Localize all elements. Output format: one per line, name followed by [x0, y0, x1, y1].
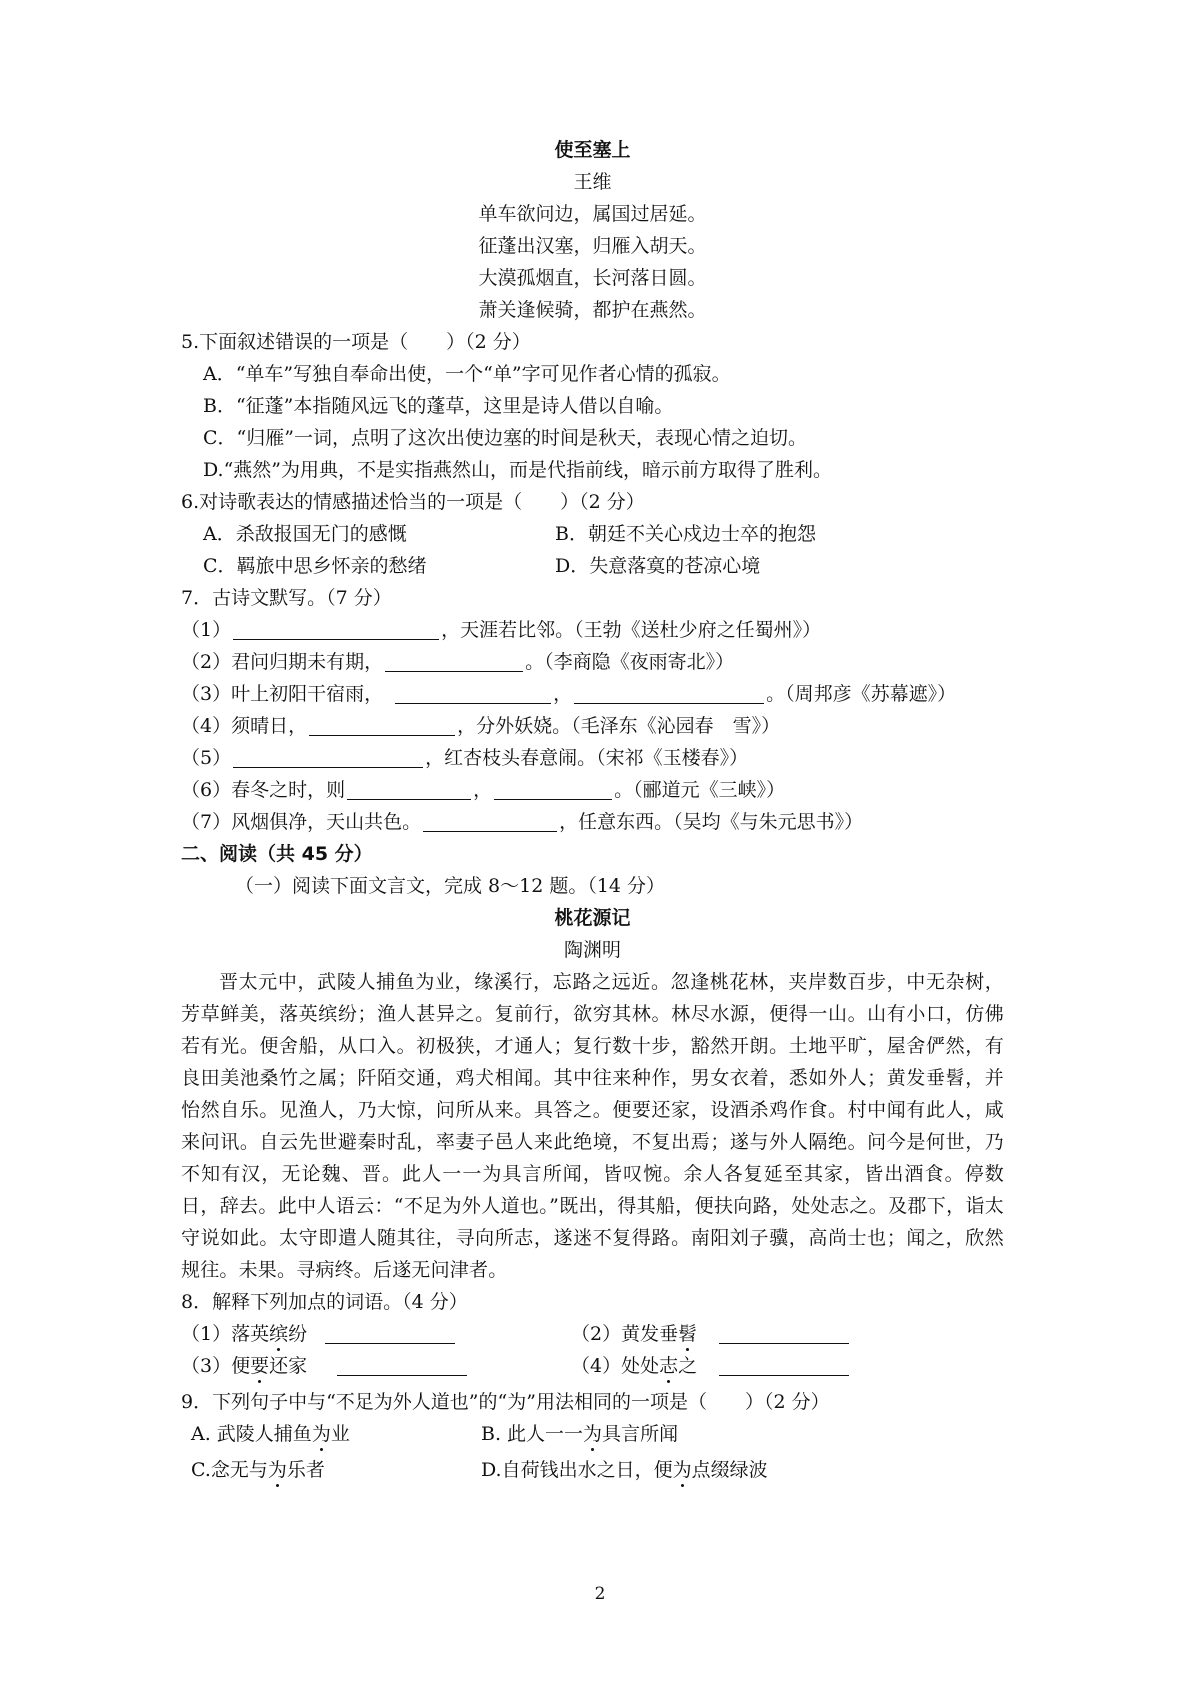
q9-options-row — [181, 1454, 1004, 1486]
q8-3-blank[interactable] — [337, 1353, 467, 1376]
dotted-char: 志 — [659, 1355, 679, 1377]
q5-option-a[interactable]: A．“单车”写独自奉命出使，一个“单”字可见作者心情的孤寂。 — [203, 363, 731, 385]
q8-4-blank[interactable] — [719, 1353, 849, 1376]
poem-line: 征蓬出汉塞，归雁入胡天。 — [478, 235, 707, 257]
q8-item-3: （3）便要还家 — [181, 1350, 571, 1382]
q7-3-blank-1[interactable] — [395, 681, 551, 704]
prose-text: 晋太元中，武陵人捕鱼为业，缘溪行，忘路之远近。忽逢桃花林，夹岸数百步，中无杂树，芳草鲜美，落英缤纷；渔人甚异之。复前行，欲穷其林。林尽水源，便得一山。山有小口，仿佛若有光。便舍船，从口入。初极狭，才通人；复行数十步，豁然开朗。土地平旷，屋舍俨然，有良田美池桑竹之属；阡陌交通，鸡犬相闻。其中往来种作，男女衣着，悉如外人；黄发垂髫，并怡然自乐。见渔人，乃大惊，问所从来。具答之。便要还家，设酒杀鸡作食。村中闻有此人，咸来问讯。自云先世避秦时乱，率妻子邑人来此绝境，不复出焉；遂与外人隔绝。问今是何世，乃不知有汉，无论魏、晋。此人一一为具言所闻，皆叹惋。余人各复延至其家，皆出酒食。停数日，辞去。此中人语云：“不足为外人道也。”既出，得其船，便扶向路，处处志之。及郡下，诣太守说如此。太守即遣人随其往，寻向所志，遂迷不复得路。南阳刘子骥，高尚士也；闻之，欣然规往。未果。寻病终。后遂无问津者。 — [181, 971, 1004, 1281]
q7-4-suffix: ，分外妖娆。（毛泽东《沁园春 雪》） — [457, 715, 781, 737]
q6-option-a[interactable]: A．杀敌报国无门的感慨 — [203, 523, 407, 545]
poem-title: 使至塞上 — [554, 139, 631, 161]
q7-7-blank[interactable] — [423, 809, 557, 832]
q7-6-prefix: （6）春冬之时，则 — [181, 779, 346, 801]
q7-1-prefix: （1） — [181, 619, 232, 641]
q7-1-blank[interactable] — [233, 617, 439, 640]
section-2-subheading: （一）阅读下面文言文，完成 8～12 题。（14 分） — [235, 875, 666, 897]
poem-line: 大漠孤烟直，长河落日圆。 — [478, 267, 707, 289]
q7-7-suffix: ，任意东西。（吴均《与朱元思书》） — [559, 811, 864, 833]
poem-line: 萧关逢候骑，都护在燕然。 — [478, 299, 707, 321]
q7-3-blank-2[interactable] — [574, 681, 764, 704]
q7-3-suffix: 。（周邦彦《苏幕遮》） — [766, 683, 957, 705]
q7-item-6 — [181, 774, 1004, 806]
q7-6-suffix: 。（郦道元《三峡》） — [614, 779, 786, 801]
q7-4-blank[interactable] — [309, 713, 455, 736]
q6-option-b[interactable]: B．朝廷不关心戍边士卒的抱怨 — [555, 523, 816, 545]
q9-options-row — [181, 1418, 1004, 1450]
prose-author: 陶渊明 — [563, 939, 621, 961]
q7-item-7 — [181, 806, 1004, 838]
q7-1-suffix: ，天涯若比邻。（王勃《送杜少府之任蜀州》） — [441, 619, 822, 641]
question-9-stem: 9．下列句子中与“不足为外人道也”的“为”用法相同的一项是（ ）（2 分） — [181, 1391, 830, 1413]
q7-7-prefix: （7）风烟俱净，天山共色。 — [181, 811, 422, 833]
page-number: 2 — [594, 1584, 606, 1604]
q8-row — [181, 1318, 1004, 1350]
dotted-char: 髫 — [678, 1323, 698, 1345]
q6-options-row — [181, 518, 1004, 550]
question-8-stem: 8．解释下列加点的词语。（4 分） — [181, 1291, 468, 1313]
q6-option-c[interactable]: C．羁旅中思乡怀亲的愁绪 — [203, 555, 427, 577]
q7-item-4 — [181, 710, 1004, 742]
dotted-char: 为 — [672, 1459, 692, 1481]
q5-option-b[interactable]: B．“征蓬”本指随风远飞的蓬草，这里是诗人借以自喻。 — [203, 395, 674, 417]
q7-6-blank-2[interactable] — [494, 777, 612, 800]
q7-6-comma: ， — [473, 779, 493, 801]
dotted-char: 为 — [583, 1423, 603, 1445]
q5-option-d[interactable]: D.“燕然”为用典，不是实指燕然山，而是代指前线，暗示前方取得了胜利。 — [203, 459, 833, 481]
q5-option-c[interactable]: C．“归雁”一词，点明了这次出使边塞的时间是秋天，表现心情之迫切。 — [203, 427, 807, 449]
q8-1-blank[interactable] — [325, 1321, 455, 1344]
q8-item-1: （1）落英缤纷 — [181, 1318, 571, 1350]
q9-option-d[interactable]: D.自荷钱出水之日，便为点缀绿波 — [481, 1459, 768, 1481]
q7-2-suffix: 。（李商隐《夜雨寄北》） — [525, 651, 735, 673]
dotted-char: 要 — [250, 1355, 270, 1377]
q8-row — [181, 1350, 1004, 1382]
section-2-heading: 二、阅读（共 45 分） — [181, 843, 373, 865]
q7-6-blank-1[interactable] — [347, 777, 471, 800]
q8-2-blank[interactable] — [719, 1321, 849, 1344]
q8-item-2: （2）黄发垂髫 — [571, 1318, 851, 1350]
question-5-stem: 5.下面叙述错误的一项是（ ）（2 分） — [181, 331, 531, 353]
q7-item-1 — [181, 614, 1004, 646]
q7-3-comma: ， — [553, 683, 573, 705]
q9-option-b[interactable]: B. 此人一一为具言所闻 — [481, 1423, 679, 1445]
q7-4-prefix: （4）须晴日， — [181, 715, 308, 737]
q8-item-4: （4）处处志之 — [571, 1350, 851, 1382]
dotted-char: 缤 — [269, 1323, 289, 1345]
poem-author: 王维 — [573, 171, 612, 193]
q6-option-d[interactable]: D．失意落寞的苍凉心境 — [555, 555, 761, 577]
q7-5-prefix: （5） — [181, 747, 232, 769]
q7-item-3 — [181, 678, 1004, 710]
q7-2-blank[interactable] — [385, 649, 523, 672]
prose-title: 桃花源记 — [554, 907, 631, 929]
question-6-stem: 6.对诗歌表达的情感描述恰当的一项是（ ）（2 分） — [181, 491, 645, 513]
poem-line: 单车欲问边，属国过居延。 — [478, 203, 707, 225]
q7-item-2 — [181, 646, 1004, 678]
q7-2-prefix: （2）君问归期未有期， — [181, 651, 384, 673]
dotted-char: 为 — [267, 1459, 287, 1481]
q6-options-row — [181, 550, 1004, 582]
q7-5-suffix: ，红杏枝头春意闹。（宋祁《玉楼春》） — [425, 747, 749, 769]
q9-option-a[interactable]: A. 武陵人捕鱼为业 — [191, 1423, 350, 1445]
q9-option-c[interactable]: C.念无与为乐者 — [191, 1459, 325, 1481]
q7-5-blank[interactable] — [233, 745, 423, 768]
question-7-stem: 7．古诗文默写。（7 分） — [181, 587, 392, 609]
dotted-char: 为 — [311, 1423, 331, 1445]
q7-item-5 — [181, 742, 1004, 774]
q7-3-prefix: （3）叶上初阳干宿雨， — [181, 683, 384, 705]
